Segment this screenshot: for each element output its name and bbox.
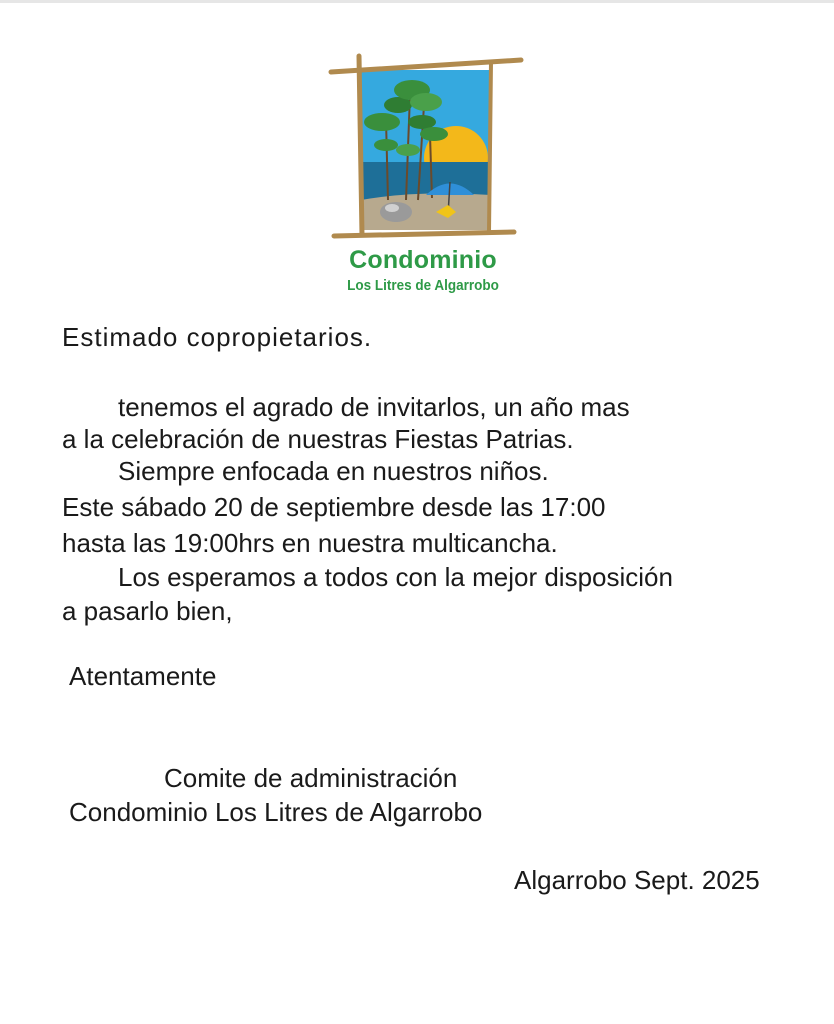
top-border: [0, 0, 834, 3]
closing: Atentamente: [69, 661, 217, 691]
signature-line-1: Comite de administración: [164, 763, 458, 793]
condominio-logo: [326, 50, 526, 246]
body-line: Este sábado 20 de septiembre desde las 17:00: [62, 492, 606, 522]
body-line: a pasarlo bien,: [62, 596, 233, 626]
body-line: tenemos el agrado de invitarlos, un año mas: [118, 392, 630, 422]
greeting: Estimado copropietarios.: [62, 322, 373, 352]
place-date: Algarrobo Sept. 2025: [514, 865, 760, 895]
body-line: Los esperamos a todos con la mejor disposición: [118, 562, 673, 592]
body-line: a la celebración de nuestras Fiestas Patrias.: [62, 424, 574, 454]
signature-line-2: Condominio Los Litres de Algarrobo: [69, 797, 483, 827]
body-line: hasta las 19:00hrs en nuestra multicancha.: [62, 528, 558, 558]
body-line: Siempre enfocada en nuestros niños.: [118, 456, 549, 486]
logo-subtitle: Los Litres de Algarrobo: [347, 277, 499, 294]
logo-title: Condominio: [349, 246, 497, 274]
